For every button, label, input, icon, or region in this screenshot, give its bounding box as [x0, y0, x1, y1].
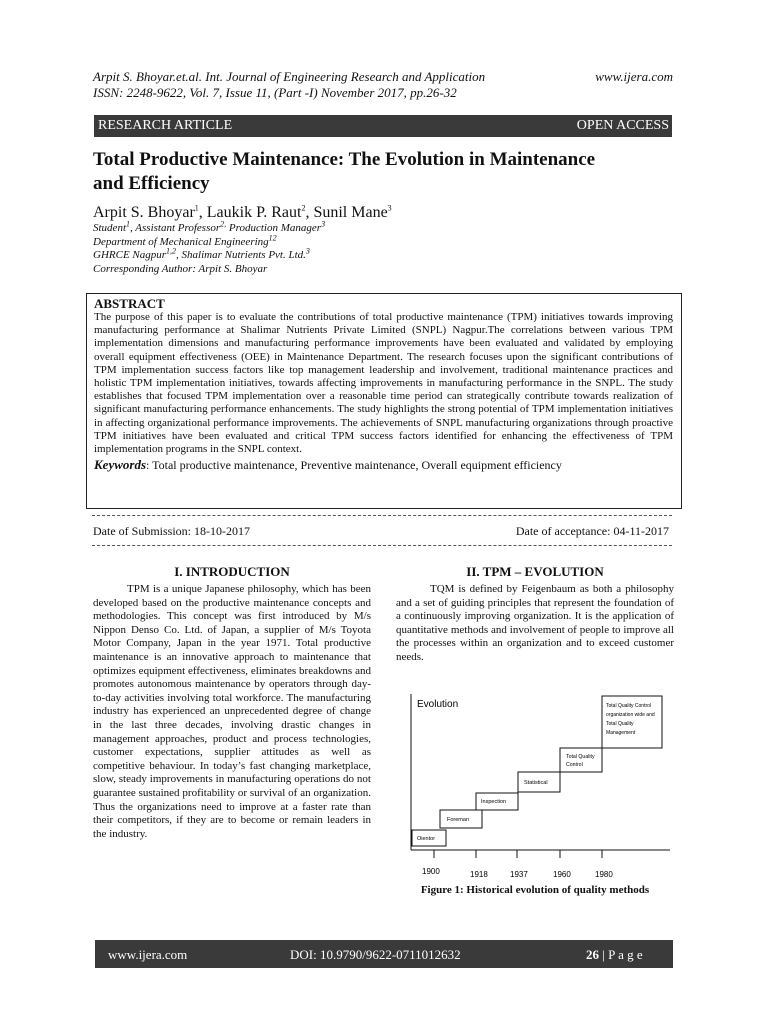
year-label-1900: 1900 — [422, 867, 440, 876]
journal-citation: Arpit S. Bhoyar.et.al. Int. Journal of Engineering Research and Application — [93, 69, 486, 84]
evolution-body: TQM is defined by Feigenbaum as both a philosophy and a set of guiding principles that represent the foundation of a continuously improving organization. It is the application of quantitative methods and involvement of people to improve all the processes within an organization and to exceed customer needs. — [396, 583, 674, 663]
author-3: Sunil Mane — [313, 204, 388, 221]
article-type-banner — [94, 115, 672, 137]
keywords-line — [94, 457, 673, 473]
evolution-staircase-figure — [400, 688, 675, 883]
year-label-1960: 1960 — [553, 870, 571, 879]
keywords-label: Keywords — [94, 457, 146, 473]
year-label-1937: 1937 — [510, 870, 528, 879]
evolution-heading: II. TPM – EVOLUTION — [466, 564, 604, 579]
svg-text:Total Quality: Total Quality — [606, 721, 634, 727]
y-axis-label: Evolution — [417, 699, 459, 710]
svg-text:Foreman: Foreman — [447, 817, 470, 823]
divider-top — [92, 515, 672, 516]
page-footer — [95, 940, 673, 968]
abstract-box — [86, 293, 682, 509]
journal-website: www.ijera.com — [595, 69, 673, 84]
author-list: Arpit S. Bhoyar$^1$, Laukik P. Raut$^2$, Sunil Mane$^3$ — [93, 203, 392, 221]
introduction-section — [93, 564, 371, 841]
author-2: Laukik P. Raut — [206, 204, 302, 221]
paper-title: Total Productive Maintenance: The Evolution in Maintenance and Efficiency — [93, 149, 596, 194]
year-label-1980: 1980 — [595, 870, 613, 879]
svg-text:Inspection: Inspection — [481, 799, 507, 805]
running-header — [93, 69, 673, 85]
open-access-label: OPEN ACCESS — [576, 118, 669, 133]
research-article-label: RESEARCH ARTICLE — [98, 118, 233, 133]
footer-doi: DOI: 10.9790/9622-0711012632 — [290, 947, 461, 962]
svg-text:Oientor: Oientor — [417, 836, 436, 842]
svg-text:Statistical: Statistical — [524, 780, 548, 786]
submission-date: Date of Submission: 18-10-2017 — [93, 524, 250, 538]
abstract-heading: ABSTRACT — [94, 296, 165, 311]
divider-bottom — [92, 545, 672, 546]
svg-text:organization wide and: organization wide and — [606, 712, 655, 718]
introduction-heading: I. INTRODUCTION — [174, 564, 290, 579]
figure-caption: Figure 1: Historical evolution of quality methods — [420, 884, 650, 896]
acceptance-date: Date of acceptance: 04-11-2017 — [515, 524, 669, 538]
introduction-body: TPM is a unique Japanese philosophy, which has been developed based on the productive maintenance concepts and methodologies. This concept was first introduced by M/s Nippon Denso Co. Ltd. of Japan, a supplier of M/s Toyota Motor Company, Japan in the year 1971. Total productive maintenance is an innovative approach to maintenance that optimizes equipment effectiveness, eliminates breakdowns and promotes autonomous maintenance by operators through day-to-day activities involving total workforce. The manufacturing industry has experienced an unprecedented degree of change in the last three decades, involving drastic changes in management approaches, product and process technologies, customer expectations, supplier attitudes as well as competitive behaviour. In today’s fast changing marketplace, slow, steady improvements in manufacturing operations do not guarantee sustained profitability or survival of an organization. Thus the organizations need to improve at a faster rate than their competitors, if they are to become or remain leaders in the industry. — [93, 583, 371, 840]
footer-website: www.ijera.com — [108, 947, 188, 962]
step-total-quality-control — [560, 748, 602, 772]
affiliations: Student$^1$, Assistant Professor$^{2,}$ Production Manager$^3$ Department of Mechanical Engineering$^{12}$ GHRCE Nagpur$^{1,2}$, Shalimar Nutrients Pvt. Ltd.$^3$ Corresponding Author: Arpit S. Bhoyar — [93, 219, 326, 275]
svg-text:Total Quality: Total Quality — [566, 754, 595, 760]
year-label-1918: 1918 — [470, 870, 488, 879]
svg-text:Total Quality Control: Total Quality Control — [606, 703, 652, 709]
corresponding-author: Corresponding Author: Arpit S. Bhoyar — [93, 262, 268, 275]
abstract-body: The purpose of this paper is to evaluate the contributions of total productive maintenance (TPM) initiatives towards improving manufacturing performance at Shalimar Nutrients Private Limited (SNPL) Nagpur.The correlations between various TPM implementation dimensions and manufacturing performance improvements have been evaluated and validated by employing overall equipment effectiveness (OEE) in Maintenance Department. The research focuses upon the significant contributions of TPM implementation success factors like top management leadership and involvement, traditional maintenance practices and holistic TPM implementation initiatives, towards affecting improvements in manufacturing performance in the SNPL. The study establishes that focused TPM implementation over a reasonable time period can strategically contribute towards realization of significant manufacturing performance enhancements. The study highlights the strong potential of TPM implementation initiatives in affecting organizational performance improvements. The achievements of SNPL manufacturing organizations through proactive TPM initiatives have been evaluated and critical TPM success factors identified for enhancing the effectiveness of TPM implementation programs in the SNPL context. — [94, 311, 673, 456]
keywords-text: : Total productive maintenance, Preventive maintenance, Overall equipment efficiency — [146, 458, 562, 473]
author-1: Arpit S. Bhoyar — [93, 204, 195, 221]
issn-line: ISSN: 2248-9622, Vol. 7, Issue 11, (Part -I) November 2017, pp.26-32 — [93, 85, 457, 100]
page-number: 26 | P a g e — [586, 947, 643, 962]
svg-text:Management: Management — [606, 730, 636, 736]
svg-text:Control: Control — [566, 762, 583, 768]
evolution-section — [396, 564, 674, 665]
